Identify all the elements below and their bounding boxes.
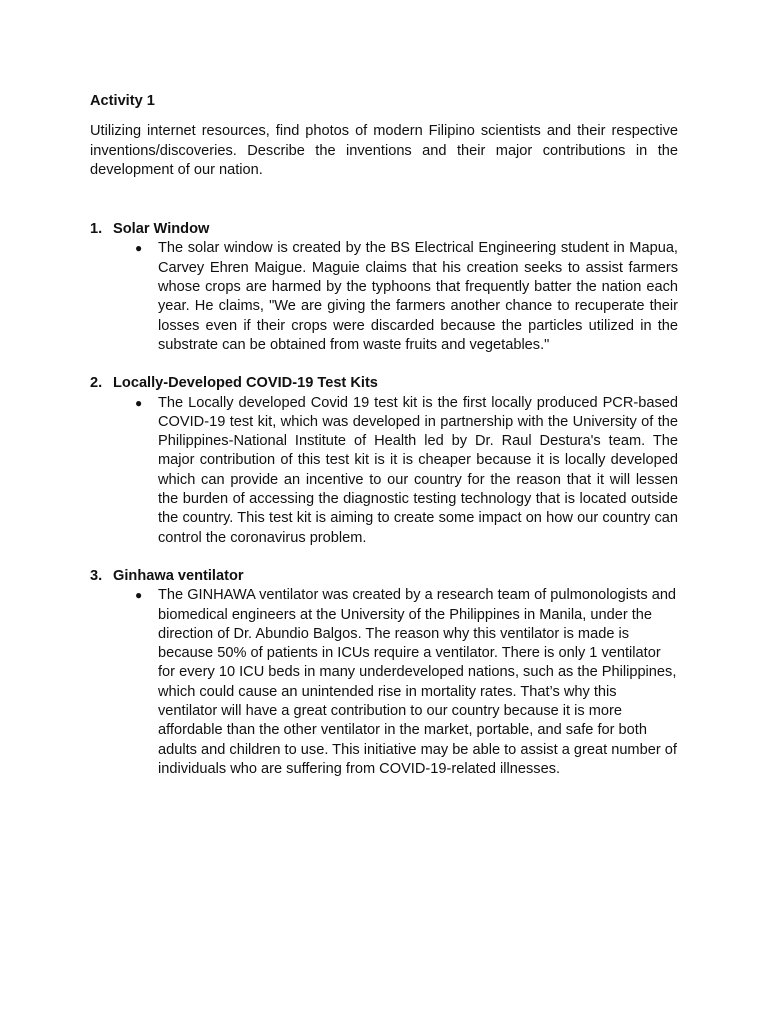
item-title: Locally-Developed COVID-19 Test Kits	[113, 375, 378, 392]
list-item-solar-window	[90, 220, 678, 355]
item-number: 2.	[90, 375, 103, 392]
bullet-icon: ●	[135, 395, 143, 410]
inventions-list	[90, 220, 678, 779]
item-title: Solar Window	[113, 221, 210, 238]
item-description: The solar window is created by the BS Electrical Engineering student in Mapua, Carvey Ehren Maigue. Maguie claims that his creation seeks to assist farmers whose crops are harmed by the typhoons that frequently batter the nation each year. He claims, "We are giving the farmers another chance to recuperate their losses even if their crops were discarded because the particles utilized in the substrate can be obtained from waste fruits and vegetables."	[158, 240, 678, 353]
item-description: The GINHAWA ventilator was created by a research team of pulmonologists and biomedical engineers at the University of the Philippines in Manila, under the direction of Dr. Abundio Balgos. The reason why this ventilator is made is because 50% of patients in ICUs require a ventilator. There is only 1 ventilator for every 10 ICU beds in many underdeveloped nations, such as the Philippines, which could cause an unintended rise in mortality rates. That’s why this ventilator will have a great contribution to our country because it is more affordable than the other ventilator in the market, portable, and safe for both adults and children to use. This initiative may be able to assist a great number of individuals who are suffering from COVID-19-related illnesses.	[158, 587, 677, 777]
item-heading	[90, 220, 678, 239]
list-item-ginhawa-ventilator	[90, 567, 678, 779]
item-heading	[90, 374, 678, 393]
bullet-row	[90, 239, 678, 355]
bullet-icon: ●	[135, 241, 143, 256]
item-number: 3.	[90, 567, 103, 584]
item-title: Ginhawa ventilator	[113, 567, 244, 584]
item-heading	[90, 567, 678, 586]
activity-instructions: Utilizing internet resources, find photos of modern Filipino scientists and their respective inventions/discoveries. Describe the inventions and their major contributions in the development of our nation.	[90, 123, 678, 178]
bullet-row	[90, 586, 678, 779]
document-page	[90, 92, 678, 779]
list-item-covid-test-kits	[90, 374, 678, 548]
item-description: The Locally developed Covid 19 test kit is the first locally produced PCR-based COVID-19 test kit, which was developed in partnership with the University of the Philippines-National Institute of Health led by Dr. Raul Destura's team. The major contribution of this test kit is it is cheaper because it is locally developed which can provide an incentive to our country for the reason that it will lessen the burden of accessing the diagnostic testing technology that is located outside the country. This test kit is aiming to create some impact on how our country can control the coronavirus problem.	[158, 394, 678, 546]
activity-title: Activity 1	[90, 93, 155, 109]
bullet-icon: ●	[135, 588, 143, 603]
bullet-row	[90, 394, 678, 548]
item-number: 1.	[90, 221, 103, 238]
